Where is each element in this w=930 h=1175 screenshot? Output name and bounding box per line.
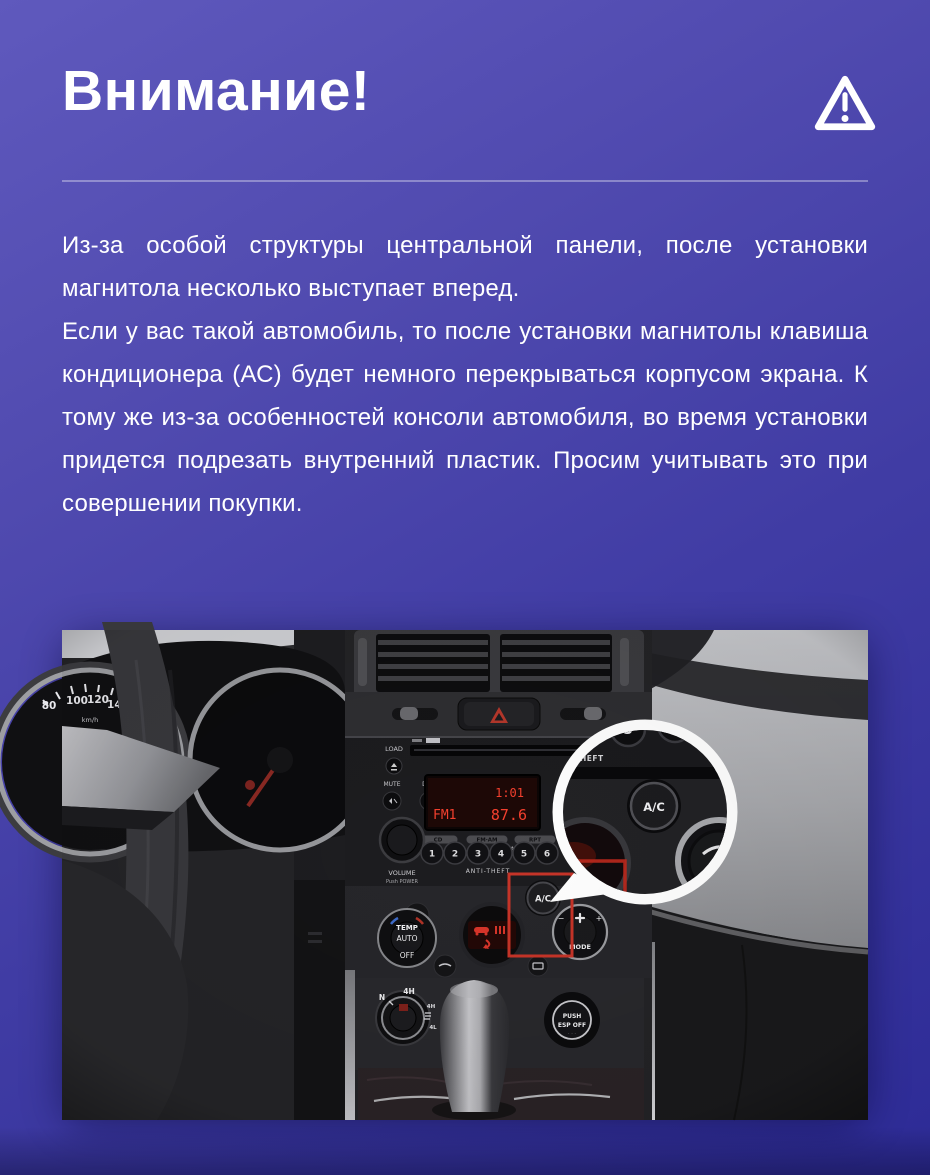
page-title: Внимание! (62, 59, 371, 123)
dashboard-illustration (41, 630, 868, 1120)
vignette (62, 630, 868, 1120)
dashboard-photo (41, 630, 868, 1120)
gauge-label-80: 80 (41, 700, 57, 712)
bottom-shadow (0, 1127, 930, 1175)
body-paragraph-1: Из-за особой структуры центральной панели, после установки магнитола несколько выступает вперед. (62, 232, 868, 302)
divider (62, 180, 868, 182)
warning-text-block (62, 224, 868, 525)
body-paragraph-2: Если у вас такой автомобиль, то после установки магнитолы клавиша кондиционера (АС) будет немного перекрываться корпусом экрана. К тому же из-за особенностей консоли автомобиля, во время установки придется подрезать внутренний пластик. Просим учитывать это при совершении покупки. (62, 318, 868, 517)
warning-triangle-icon (812, 70, 878, 136)
